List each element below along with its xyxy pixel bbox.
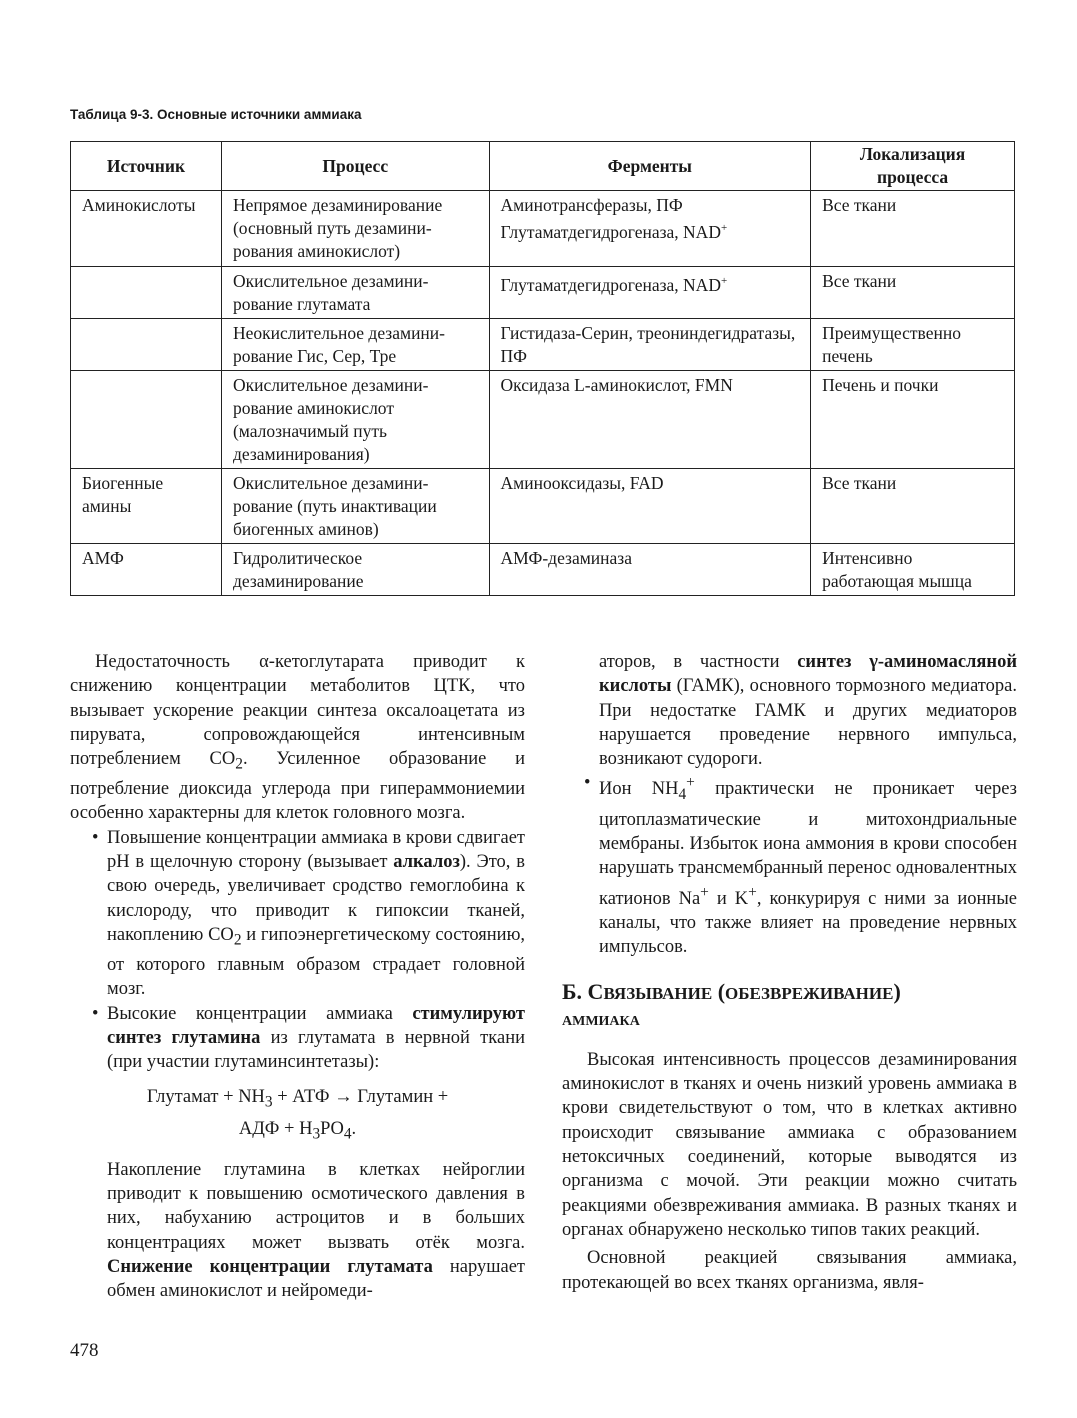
cell-enzymes: Аминооксидазы, FAD [489, 469, 811, 544]
cell-source [71, 319, 222, 371]
table-row [71, 371, 1015, 469]
cell-source: Биогенные амины [71, 469, 222, 544]
table-caption: Таблица 9-3. Основные источники аммиака [70, 107, 362, 122]
table-row [71, 544, 1015, 596]
header-enzymes: Ферменты [489, 142, 811, 191]
cell-location: Все ткани [811, 469, 1015, 544]
table-row [71, 469, 1015, 544]
bullet-icon: • [584, 773, 591, 794]
cell-enzymes: Аминотрансферазы, ПФ Глутаматдегидрогеназа, NAD+ [489, 191, 811, 267]
cell-location: Все ткани [811, 191, 1015, 267]
header-process: Процесс [221, 142, 489, 191]
cell-source [71, 371, 222, 469]
section-title: Б. СВЯЗЫВАНИЕ (ОБЕЗВРЕЖИВАНИЕ) [562, 978, 901, 1004]
cell-enzymes: Оксидаза L-аминокислот, FMN [489, 371, 811, 469]
cell-process: Гидролитическое дезаминирование [221, 544, 489, 596]
bullet-item: • Повышение концентрации аммиака в крови сдвигает pH в щелочную сторону (вызывает алкалоз). Это, в свою очередь, увеличивает сродство гемоглобина к кислороду, что приводит к гипоксии тканей, накоплению $CO_2$ и гипоэнергетическому состоянию, от которого главным образом страдает головной мозг. [92, 827, 526, 1000]
cell-source [71, 267, 222, 319]
paragraph: Высокая интенсивность процессов дезаминирования аминокислот в тканях и очень низкий уровень аммиака в крови свидетельствуют о том, что в клетках активно происходит связывание аммиака с образованием нетоксичных соединений, которые выводятся из организма с мочой. Эти реакции можно считать реакциями обезвреживания аммиака. В разных тканях и органах обнаружено несколько типов таких реакций. [562, 1049, 1017, 1240]
cell-location: Печень и почки [811, 371, 1015, 469]
bullet-item: • Высокие концентрации аммиака стимулируют синтез глутамина из глутамата в нервной ткани (при участии глутаминсинтетазы): [92, 1003, 525, 1073]
paragraph: Накопление глутамина в клетках нейроглии приводит к повышению осмотического давления в них, набуханию астроцитов и в больших концентрациях может вызвать отёк мозга. Снижение концентрации глутамата нарушает обмен аминокислот и нейромеди- [107, 1159, 525, 1302]
ammonia-sources-table [70, 141, 1015, 596]
table-row [71, 319, 1015, 371]
left-column [70, 650, 525, 1304]
cell-location: Преимущественно печень [811, 319, 1015, 371]
paragraph: аторов, в частности синтез γ-аминомасляной кислоты (ГАМК), основного тормозного медиатора. При недостатке ГАМК и других медиаторов нарушается проведение нервного импульса, возникают судороги. [599, 652, 1017, 770]
cell-source: АМФ [71, 544, 222, 596]
cell-location: Все ткани [811, 267, 1015, 319]
bullet-icon: • [92, 827, 99, 848]
table-row [71, 191, 1015, 267]
section-subtitle: АММИАКА [562, 1013, 640, 1029]
bullet-icon: • [92, 1003, 99, 1024]
cell-enzymes: Гистидаза-Серин, треониндегидратазы, ПФ [489, 319, 811, 371]
page-number: 478 [70, 1340, 99, 1361]
table-row [71, 267, 1015, 319]
header-source: Источник [71, 142, 222, 191]
paragraph: Недостаточность α-кетоглутарата приводит к снижению концентрации метаболитов ЦТК, что вызывает ускорение реакции синтеза оксалоацетата из пирувата, сопровождающейся интенсивным потреблением $CO_2$. Усиленное образование и потребление диоксида углерода при гипераммониемии особенно характерны для клеток головного мозга. [70, 652, 525, 824]
cell-process: Окислительное дезамини-рование глутамата [221, 267, 489, 319]
cell-process: Окислительное дезамини-рование аминокислот (малозначимый путь дезаминирования) [221, 371, 489, 469]
cell-process: Окислительное дезамини-рование (путь инактивации биогенных аминов) [221, 469, 489, 544]
header-location: Локализация процесса [811, 142, 1015, 191]
cell-process: Неокислительное дезамини-рование Гис, Сер, Тре [221, 319, 489, 371]
table-header-row [71, 142, 1015, 191]
cell-enzymes: АМФ-дезаминаза [489, 544, 811, 596]
reaction-equation: Глутамат + $NH_3$ + АТФ → Глутамин + АДФ + $H_3PO_4$. [146, 1087, 449, 1143]
cell-location: Интенсивно работающая мышца [811, 544, 1015, 596]
cell-process: Непрямое дезаминирование (основный путь дезамини-рования аминокислот) [221, 191, 489, 267]
paragraph: Основной реакцией связывания аммиака, протекающей во всех тканях организма, явля- [562, 1248, 1017, 1293]
cell-source: Аминокислоты [71, 191, 222, 267]
bullet-item: • Ион $NH_4^+$ практически не проникает через цитоплазматические и митохондриальные мембраны. Избыток иона аммония в крови способен нарушать трансмембранный перенос одновалентных катионов Na+ и K+, конкурируя с ними за ионные каналы, что также влияет на проведение нервных импульсов. [584, 773, 1017, 958]
right-column [562, 650, 1017, 1295]
cell-enzymes: Глутаматдегидрогеназа, NAD+ [489, 267, 811, 319]
